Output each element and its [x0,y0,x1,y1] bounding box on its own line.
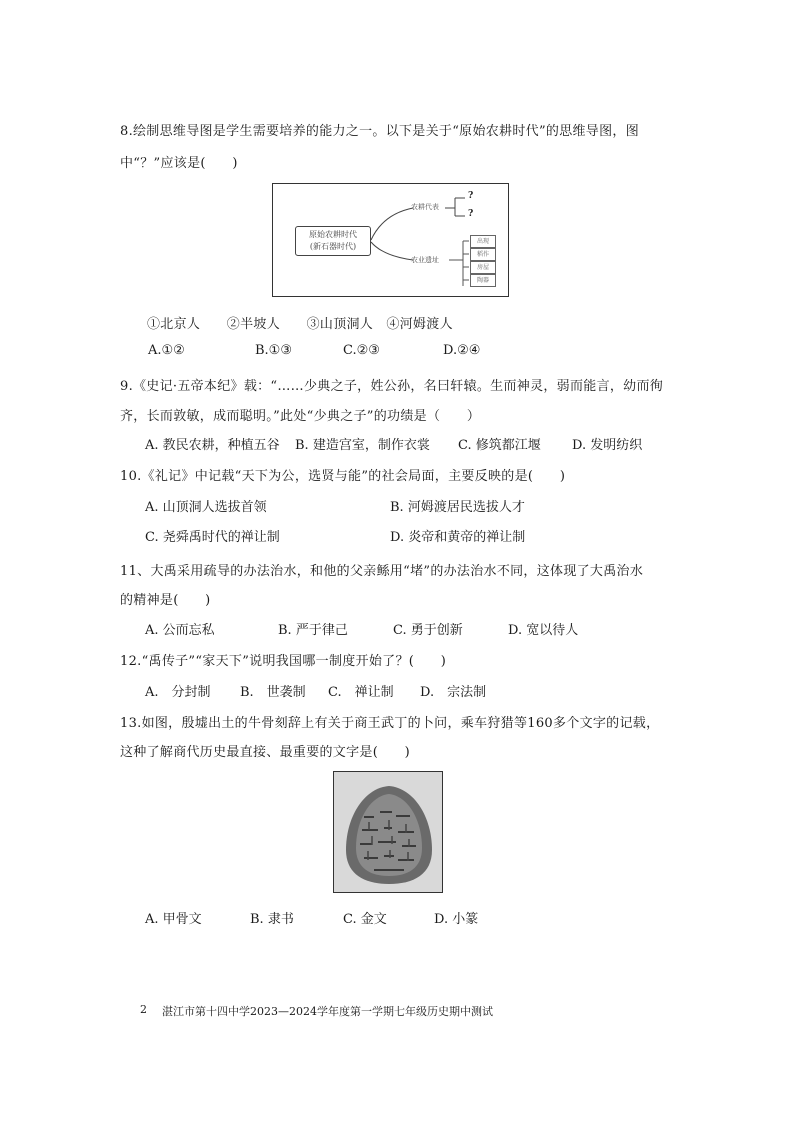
q8-stem-line1: 8.绘制思维导图是学生需要培养的能力之一。以下是关于“原始农耕时代”的思维导图，图 [120,124,639,139]
leaf-node-2: 稻作 [470,248,496,261]
q11-option-c[interactable]: C. 勇于创新 [393,623,463,638]
q11-option-b[interactable]: B. 严于律己 [278,623,348,638]
question-mark-top: ? [468,191,474,201]
q13-stem-line2: 这种了解商代历史最直接、最重要的文字是( ) [120,745,411,760]
q11-option-a[interactable]: A. 公而忘私 [145,623,215,638]
page-footer: 湛江市第十四中学2023—2024学年度第一学期七年级历史期中测试 [162,1005,493,1018]
q8-mind-map [272,183,509,297]
q9-option-d[interactable]: D. 发明纺织 [572,438,643,453]
q11-stem-line1: 11、大禹采用疏导的办法治水，和他的父亲鲧用“堵”的办法治水不同，这体现了大禹治水 [120,564,644,579]
q8-option-c[interactable]: C.②③ [343,343,380,358]
center-node-line1: 原始农耕时代 [309,230,357,239]
branch-bottom-label: 农业遗址 [411,256,439,264]
leaf-node-3: 房屋 [470,261,496,274]
q13-option-c[interactable]: C. 金文 [343,912,387,927]
page-number: 2 [140,1003,147,1016]
q10-stem: 10.《礼记》中记载“天下为公，选贤与能”的社会局面，主要反映的是( ) [120,469,566,484]
q10-option-c[interactable]: C. 尧舜禹时代的禅让制 [145,530,280,545]
q8-items: ①北京人 ②半坡人 ③山顶洞人 ④河姆渡人 [147,317,453,332]
q13-option-a[interactable]: A. 甲骨文 [145,912,202,927]
oracle-bone-image [334,772,443,893]
q9-option-b[interactable]: B. 建造宫室，制作衣裳 [295,438,430,453]
q11-option-d[interactable]: D. 宽以待人 [508,623,579,638]
q12-option-b[interactable]: B. 世袭制 [240,685,306,700]
q12-option-c[interactable]: C. 禅让制 [328,685,394,700]
leaf-node-4: 陶器 [470,274,496,287]
q8-option-a[interactable]: A.①② [148,343,185,358]
branch-top-label: 农耕代表 [411,203,439,211]
q9-stem-line1: 9.《史记·五帝本纪》载：“……少典之子，姓公孙，名曰轩辕。生而神灵，弱而能言，幼而徇 [120,379,664,394]
mind-map-center-node [295,226,371,256]
q10-option-b[interactable]: B. 河姆渡居民选拔人才 [390,500,525,515]
q13-option-b[interactable]: B. 隶书 [250,912,294,927]
q8-option-d[interactable]: D.②④ [443,343,481,358]
center-node-line2: (新石器时代) [309,242,357,251]
q9-option-a[interactable]: A. 教民农耕，种植五谷 [145,438,280,453]
q10-option-d[interactable]: D. 炎帝和黄帝的禅让制 [390,530,526,545]
q13-option-d[interactable]: D. 小篆 [434,912,479,927]
q8-option-b[interactable]: B.①③ [255,343,292,358]
q13-stem-line1: 13.如图，殷墟出土的牛骨刻辞上有关于商王武丁的卜问，乘车狩猎等160多个文字的记载， [120,716,660,731]
q11-stem-line2: 的精神是( ) [120,593,211,608]
q9-stem-line2: 齐，长而敦敏，成而聪明。”此处“少典之子”的功绩是（ ） [120,409,481,424]
question-mark-bottom: ? [468,209,474,219]
q12-stem: 12.“禹传子”“家天下”说明我国哪一制度开始了？( ) [120,654,447,669]
oracle-bone-photo [333,771,443,893]
q12-option-a[interactable]: A. 分封制 [145,685,211,700]
q10-option-a[interactable]: A. 山顶洞人选拔首领 [145,500,267,515]
q8-stem-line2: 中“？”应该是( ) [120,156,238,171]
q12-option-d[interactable]: D. 宗法制 [420,685,487,700]
leaf-node-1: 出现 [470,235,496,248]
q9-option-c[interactable]: C. 修筑都江堰 [458,438,541,453]
